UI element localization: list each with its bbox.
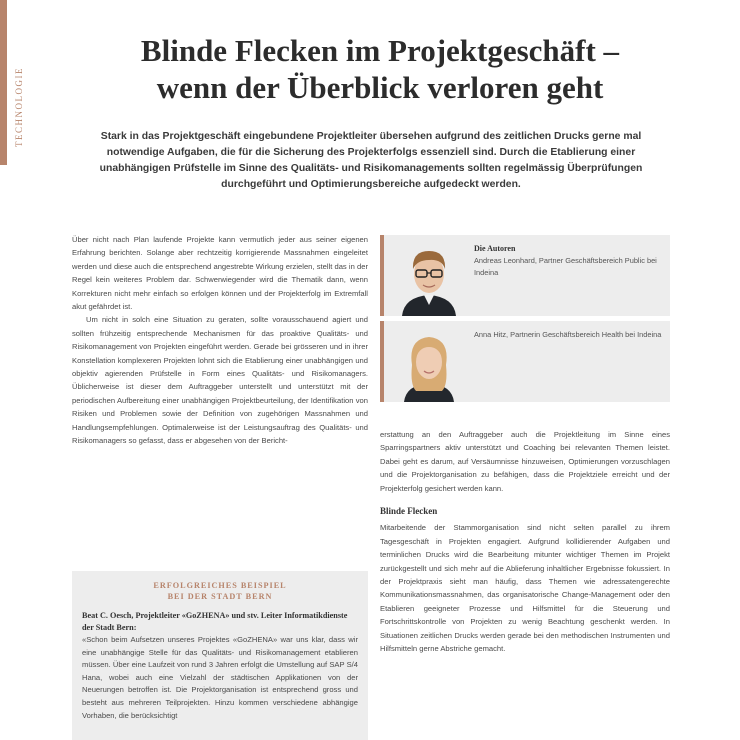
section-label: TECHNOLOGIE [14,67,24,147]
author-accent-bar [380,321,384,402]
author-card-1 [380,235,670,316]
box-title-line-1: ERFOLGREICHES BEISPIEL [153,581,287,590]
authors-heading: Die Autoren [474,244,516,253]
left-paragraph-2: Um nicht in solch eine Situation zu geraten, sollte vorausschauend agiert und sollten frühzeitig entsprechende Mechanismen für das proaktive Qualitäts- und Risikomanagement von Projekten eingeführt werden. Gerade bei grösseren und in ihrer Konstellation komplexeren Projekten lohnt sich die Etablierung einer unabhängigen und objektiv agierenden Prüfstelle in Form eines Qualitäts- und Risikomanagers. Üblicherweise ist dieser dem Auftraggeber unterstellt und unterstützt mit der periodischen Aufbereitung einer unabhängigen Projektbeurteilung, der Identifikation von Risiken und Problemen sowie der Definition von zugehörigen Massnahmen und Handlungsempfehlungen. Optimalerweise ist der Leistungsauftrag des Qualitäts- und Risikomanagers so gefasst, dass er abgesehen von der Bericht- [72,315,368,446]
author-2-text: Anna Hitz, Partnerin Geschäftsbereich Health bei Indeina [474,330,662,339]
box-quote-author: Beat C. Oesch, Projektleiter «GoZHENA» und stv. Leiter Informatikdienste der Stadt Bern: [82,611,348,632]
author-info-2 [474,329,664,341]
right-paragraph-1: erstattung an den Auftraggeber auch die Projektleitung im Sinne eines Sparringspartners aktiv unterstützt und Coaching bei relevanten Themen leistet. Dabei geht es darum, auf Versäumnisse hinzuweisen, Optimierungen vorzuschlagen und die Projektorganisation zu befähigen, dass die Projektziele erreicht und der Projekterfolg gesichert werden kann. [380,430,670,493]
authors-panel [380,235,670,407]
author-photo-2 [394,325,464,402]
author-photo-1 [394,239,464,316]
left-paragraph-1: Über nicht nach Plan laufende Projekte kann vermutlich jeder aus seiner eigenen Erfahrung berichten. Solange aber rechtzeitig korrigierende Massnahmen eingeleitet werden und diese auch die entsprechend angestrebte Wirkung erzielen, stellt das in der Regel kein weiteres Problem dar. Schwerwiegender wird die Thematik dann, wenn Korrekturen nicht mehr einfach so erfolgen können und der Projekterfolg im Extremfall akut gefährdet ist. [72,235,368,312]
author-1-text: Andreas Leonhard, Partner Geschäftsbereich Public bei Indeina [474,256,657,277]
right-paragraph-2: Mitarbeitende der Stammorganisation sind nicht selten parallel zu ihrem Tagesgeschäft in Projekten engagiert. Aufgrund kollidierender Aufgaben und terminlichen Drucks wird die Bearbeitung mitunter wichtiger Themen im Projekt zurückgestellt und sich mehr auf die Ablieferung inhaltlicher Ergebnisse fokussiert. In der Projektpraxis sieht man häufig, dass Themen wie adressatengerechte Kommunikationsmassnahmen, das organisatorische Change-Management oder den Etablieren geeigneter Prozesse und Hilfsmittel für die Steuerung und Fortschrittskontrolle von Projekten zu wenig Beachtung geschenkt werden. In Situationen zeitlichen Drucks werden gerade bei den methodischen Instrumenten und Hilfsmitteln gerne Abstriche gemacht. [380,523,670,654]
article-title [60,32,700,106]
side-accent-bar [0,0,7,165]
box-title-line-2: BEI DER STADT BERN [167,592,273,601]
author-card-2 [380,321,670,402]
article-lead: Stark in das Projektgeschäft eingebundene Projektleiter übersehen aufgrund des zeitlichen Drucks gerne mal notwendige Aufgaben, die für die Sicherung des Projekterfolgs essenziell sind. Durch die Etablierung einer unabhängigen Prüfstelle im Sinne des Qualitäts- und Risikomanagements sollten regelmässig Überprüfungen durchgeführt und Optimierungsbereiche aufgedeckt werden. [99,131,643,190]
box-quote-text: «Schon beim Aufsetzen unseres Projektes «GoZHENA» war uns klar, dass wir eine unabhängige Stelle für das Qualitäts- und Risikomanagement etablieren müssen. Über eine Laufzeit von rund 3 Jahren erfolgt die Umstellung auf SAP S/4 Hana, wobei auch eine Vielzahl der städtischen Applikationen von der Neuerungen betroffen ist. Die Projektorganisation ist entsprechend gross und besteht aus mehreren Teilprojekten. Hinzu kommen verschiedene abhängige Vorhaben, die berücksichtigt [82,635,358,720]
right-column [380,428,670,656]
author-accent-bar [380,235,384,316]
title-line-1: Blinde Flecken im Projektgeschäft – [140,33,620,68]
section-heading: Blinde Flecken [380,506,438,517]
author-info-1 [474,243,664,279]
left-column [72,233,368,448]
example-box [72,571,368,740]
title-line-2: wenn der Überblick verloren geht [156,70,604,105]
